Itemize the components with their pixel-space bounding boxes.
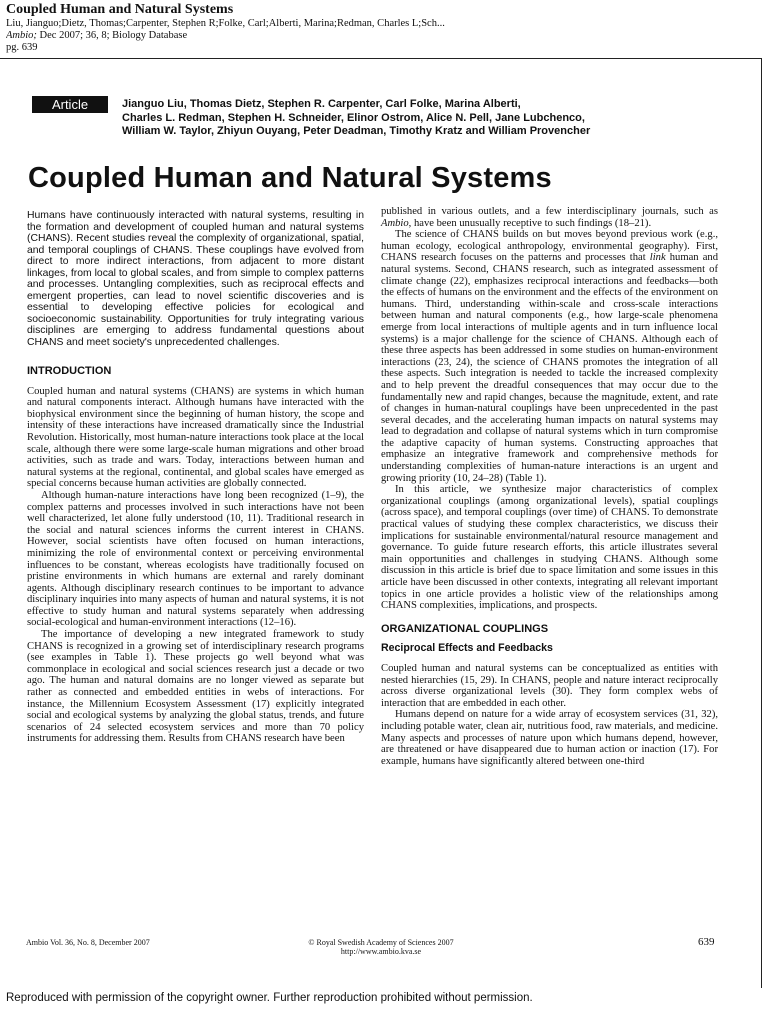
- author-list: [122, 98, 742, 139]
- citation-authors: Liu, Jianguo;Dietz, Thomas;Carpenter, Stephen R;Folke, Carl;Alberti, Marina;Redman, Charles L;Sch...: [6, 18, 445, 29]
- body-paragraph: Coupled human and natural systems (CHANS) are systems in which human and natural components interact. Although humans have interacted with the biophysical environment since the beginning of human history, the scope and intensity of these interactions have increased dramatically since the Industrial Revolution. Historically, most human-nature interactions took place at the local scale, although there were some large-scale human migrations and other broad activities, such as trade and wars. Today, interactions between human and natural systems at the regional, continental, and global scales have emerged as special concerns because human activities are globally connected.: [27, 385, 364, 490]
- journal-name-italic: Ambio: [381, 217, 409, 229]
- body-paragraph: Although human-nature interactions have long been recognized (1–9), the complex patterns and processes involved in such interactions have not been well characterized, let alone fully understood (10, 11). Traditional research in the social and natural sciences informs the current interest in CHANS. However, social scientists have often focused on human interactions, minimizing the role of environmental context or perceiving environmental influences to be constant, whereas ecologists have traditionally focused on pristine environments in which humans are external and rarely dominant agents. Although disciplinary research continues to be important to advance disciplinary inquiries into many aspects of human and natural systems, it is not effective to study human and natural systems separately when addressing social-ecological and human-environment interactions (12–16).: [27, 489, 364, 629]
- article-page: [0, 58, 768, 988]
- journal-details: Dec 2007; 36, 8; Biology Database: [36, 30, 188, 41]
- abstract: Humans have continuously interacted with natural systems, resulting in the formation and development of coupled human and natural systems (CHANS). Recent studies reveal the complexity of organizational, spatial, and temporal couplings of CHANS. These couplings have evolved from direct to more indirect interactions, from adjacent to more distant linkages, from local to global scales, and from simple to complex patterns and processes. Untangling complexities, such as reciprocal effects and emergent properties, can lead to novel scientific discoveries and is essential to developing effective policies for ecological and socioeconomic sustainability. Opportunities for truly integrating various disciplines are emerging to address fundamental questions about CHANS and meet society's unprecedented challenges.: [27, 210, 364, 348]
- reproduction-notice: Reproduced with permission of the copyright owner. Further reproduction prohibited without permission.: [6, 992, 533, 1004]
- page-right-edge: [761, 58, 762, 988]
- page-number: 639: [698, 936, 715, 948]
- citation-header: [6, 2, 762, 54]
- body-paragraph: [381, 229, 718, 484]
- body-paragraph: In this article, we synthesize major characteristics of complex organizational couplings (among organizational levels), spatial couplings (across space), and temporal couplings (over time) of CHANS. To demonstrate practical values of studying these complex characteristics, we discuss their implications for sustainable environmental/natural resource management and governance. To guide future research efforts, this article illustrates several main opportunities and challenges in studying CHANS. Although some discussion in this article is brief due to space limitation and some issues in this article have been discussed in other contexts, integrating all relevant important topics in one article provides a holistic view of the relationships among CHANS complexities, implications, and prospects.: [381, 484, 718, 612]
- body-paragraph: Humans depend on nature for a wide array of ecosystem services (31, 32), including potable water, clean air, nutritious food, raw materials, and medicine. Many aspects and processes of nature upon which humans depend, however, are threatened or have disappeared due to human action or inaction (17). For example, humans have significantly altered between one-third: [381, 709, 718, 767]
- right-column: [381, 206, 718, 767]
- page-top-rule: [0, 58, 762, 59]
- text-run: published in various outlets, and a few interdisciplinary journals, such as: [381, 206, 718, 217]
- footer-url: http://www.ambio.kva.se: [340, 947, 422, 956]
- left-column: [27, 210, 364, 745]
- section-heading-introduction: INTRODUCTION: [27, 365, 112, 377]
- author-line: William W. Taylor, Zhiyun Ouyang, Peter Deadman, Timothy Kratz and William Provencher: [122, 125, 591, 137]
- subsection-heading: Reciprocal Effects and Feedbacks: [381, 642, 553, 655]
- body-paragraph: [381, 206, 718, 229]
- citation-title: Coupled Human and Natural Systems: [6, 2, 234, 17]
- footer-copyright: [286, 938, 476, 956]
- author-line: Jianguo Liu, Thomas Dietz, Stephen R. Carpenter, Carl Folke, Marina Alberti,: [122, 98, 521, 110]
- text-run: human and natural systems. Second, CHANS research, such as integrated assessment of climate change (22), emphasizes reciprocal interactions and feedbacks—both the effects of humans on the environment and the effects of the environment on humans. Third, understanding within-scale and cross-scale interactions between human and natural components (e.g., how large-scale phenomena emerge from local interactions of multiple agents and in turn influence local systems) is a major challenge for the science of CHANS. Although each of these three aspects has been addressed in some studies on human-environment interactions (23, 24), the science of CHANS promotes the integration of all these aspects. Such integration is needed to tackle the increased complexity and to help prevent the dreadful consequences that may occur due to the fundamentally new and rapid changes, because the magnitude, extent, and rate of changes in human-natural couplings have been unprecedented in the past several decades, and the accelerating human impacts on natural systems may lead to degradation and collapse of natural systems which in turn compromise the adaptive capacity of human systems. Constructing approaches that emphasize an integrative framework and comprehensive methods for understanding complexities of human-nature interactions is an urgent and growing priority (10, 24–28) (Table 1).: [381, 252, 718, 484]
- footer-journal: Ambio Vol. 36, No. 8, December 2007: [26, 938, 150, 947]
- author-line: Charles L. Redman, Stephen H. Schneider, Elinor Ostrom, Alice N. Pell, Jane Lubchenco,: [122, 111, 585, 124]
- body-paragraph: The importance of developing a new integrated framework to study CHANS is recognized in a growing set of interdisciplinary research programs (see examples in Table 1). These projects go well beyond what was commonplace in ecological and social sciences research just a decade or two ago. The human and natural domains are no longer viewed as separate but rather as connected and embedded entities in webs of interactions. For instance, the Millennium Ecosystem Assessment (17) explicitly integrated social and ecological systems by analyzing the global status, trends, and future scenarios of 24 selected ecosystem services and more than 70 policy instruments for addressing them. Results from CHANS research have been: [27, 629, 364, 745]
- citation-page: pg. 639: [6, 42, 38, 53]
- citation-journal: [6, 30, 762, 42]
- article-type-label: Article: [32, 96, 108, 113]
- section-heading-organizational: ORGANIZATIONAL COUPLINGS: [381, 622, 549, 635]
- copyright-text: © Royal Swedish Academy of Sciences 2007: [308, 938, 454, 947]
- emphasis-text: link: [649, 252, 666, 264]
- text-run: The science of CHANS builds on but moves beyond previous work (e.g., human ecology, ecological anthropology, environmental geography). First, CHANS research focuses on the patterns and processes that: [381, 229, 718, 264]
- article-title: Coupled Human and Natural Systems: [28, 162, 552, 194]
- text-run: , have been unusually receptive to such findings (18–21).: [408, 217, 652, 229]
- body-paragraph: Coupled human and natural systems can be conceptualized as entities with nested hierarchies (15, 29). In CHANS, people and nature interact reciprocally across diverse organizational levels (30). They form complex webs of interaction that are embedded in each other.: [381, 662, 718, 709]
- journal-name: Ambio;: [6, 30, 37, 41]
